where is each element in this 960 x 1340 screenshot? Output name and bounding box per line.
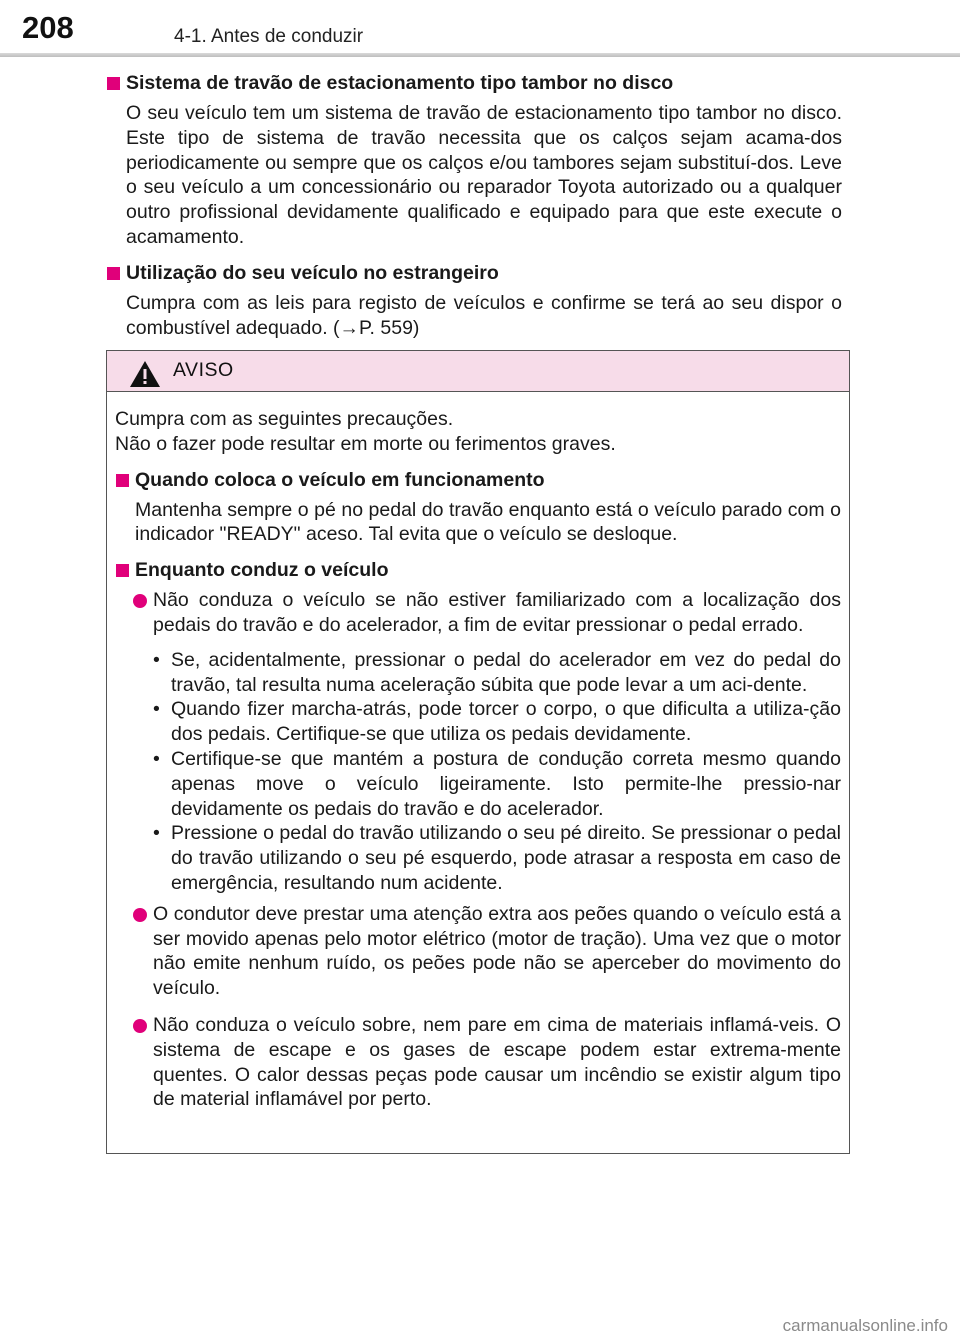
header-rule	[0, 53, 960, 57]
warning-body	[115, 407, 841, 1124]
warning-box	[106, 350, 850, 1154]
round-bullet-icon	[133, 1019, 147, 1033]
page-number: 208	[22, 10, 74, 45]
page-header	[0, 0, 960, 54]
warning-subheading-driving	[115, 557, 841, 583]
round-bullet-icon	[133, 908, 147, 922]
item-text: O condutor deve prestar uma atenção extra aos peões quando o veículo está a ser movido apenas pelo motor elétrico (motor de tração). Uma vez que o motor não emite nenhum ruído, os peões pode não se aperceber do movimento do veículo.	[153, 902, 841, 1000]
warning-start-text: Mantenha sempre o pé no pedal do travão enquanto está o veículo parado com o indicador "READY" aceso. Tal evita que o veículo se desloque.	[135, 498, 841, 546]
abroad-text: Cumpra com as leis para registo de veículos e confirme se terá ao seu dispor o combustível adequado. (→P. 559)	[126, 291, 842, 339]
round-bullet-icon	[133, 594, 147, 608]
warning-item-pedals	[115, 588, 841, 638]
square-bullet-icon	[116, 474, 129, 487]
list-item: • Certifique-se que mantém a postura de condução correta mesmo quando apenas move o veículo ligeiramente. Isto permite-lhe pressio-nar devidamente os pedais do travão e do acelerador.	[115, 747, 841, 821]
warning-triangle-icon	[129, 360, 161, 388]
warning-intro-line1: Cumpra com as seguintes precauções.	[115, 408, 454, 430]
item-text: Não conduza o veículo sobre, nem pare em cima de materiais inflamá-veis. O sistema de escape e os gases de escape podem estar extrema-mente quentes. O calor dessas peças pode causar um incêndio se existir algum tipo de material inflamável por perto.	[153, 1013, 841, 1111]
heading-text: Utilização do seu veículo no estrangeiro	[126, 261, 499, 284]
watermark: carmanualsonline.info	[782, 1316, 948, 1335]
list-item: • Pressione o pedal do travão utilizando o seu pé direito. Se pressionar o pedal do travão utilizando o seu pé esquerdo, pode atrasar a resposta em caso de emergência, resultando num acidente.	[115, 821, 841, 895]
pedal-bullet-list	[115, 648, 841, 896]
warning-intro-line2: Não o fazer pode resultar em morte ou ferimentos graves.	[115, 432, 616, 455]
warning-item-flammable	[115, 1013, 841, 1112]
square-bullet-icon	[107, 77, 120, 90]
warning-item-pedestrians	[115, 902, 841, 1001]
warning-label: AVISO	[173, 359, 234, 381]
section-heading-parking-brake	[106, 70, 842, 97]
main-content	[106, 70, 842, 350]
item-text: Não conduza o veículo se não estiver familiarizado com a localização dos pedais do travão e do acelerador, a fim de evitar pressionar o pedal errado.	[153, 589, 841, 636]
warning-intro	[115, 407, 841, 457]
list-item: • Quando fizer marcha-atrás, pode torcer o corpo, o que dificulta a utiliza-ção dos pedais. Certifique-se que utiliza os pedais devidamente.	[115, 697, 841, 747]
square-bullet-icon	[107, 267, 120, 280]
square-bullet-icon	[116, 564, 129, 577]
warning-subheading-start	[115, 467, 841, 493]
section-title: 4-1. Antes de conduzir	[174, 26, 364, 47]
list-item: • Se, acidentalmente, pressionar o pedal do acelerador em vez do pedal do travão, tal resulta numa aceleração súbita que pode levar a um aci-dente.	[115, 648, 841, 698]
subheading-text: Enquanto conduz o veículo	[135, 559, 389, 582]
section-heading-abroad	[106, 260, 842, 287]
parking-brake-text: O seu veículo tem um sistema de travão de estacionamento tipo tambor no disco. Este tipo de sistema de travão necessita que os calços sejam acama-dos periodicamente ou sempre que os calços e/ou tambores sejam substituí-dos. Leve o seu veículo a um concessionário ou reparador Toyota autorizado ou a qualquer outro profissional devidamente qualificado e equipado para que este execute o acamamento.	[126, 102, 842, 248]
warning-header	[107, 351, 849, 392]
heading-text: Sistema de travão de estacionamento tipo tambor no disco	[126, 72, 674, 94]
subheading-text: Quando coloca o veículo em funcionamento	[135, 468, 545, 491]
